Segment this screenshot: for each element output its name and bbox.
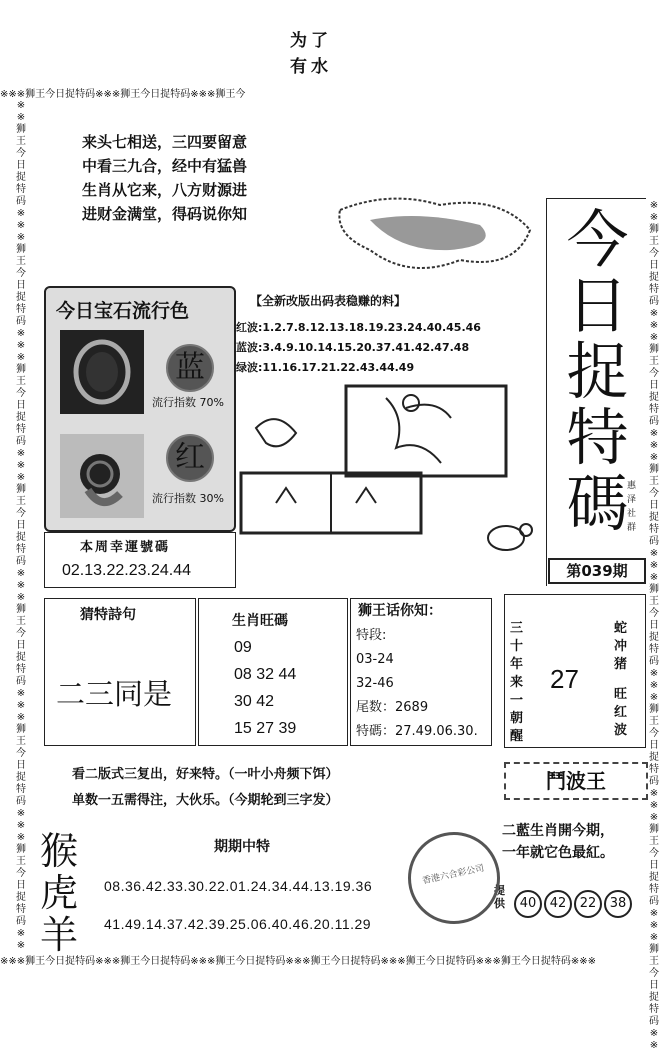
waves-heading: 【全新改版出码表稳赚的料】 [250,294,407,308]
top-line-1: 为了 [290,31,332,51]
border-right: ※※狮王今日捉特码※※※狮王今日捉特码※※※狮王今日捉特码※※※狮王今日捉特码※※※狮王今日捉特码※※※狮王今日捉特码※※※狮王今日捉特码※※ [649,200,659,1051]
lion-row: 03-24 [356,652,394,667]
poem-line: 来头七相送，三四要留意 [82,133,248,151]
poem-line: 进财金满堂，得码说你知 [82,205,248,223]
zodiac-row: 09 [234,639,252,656]
hint-right-2: 旺红波 [614,687,628,738]
ink-decoration [330,190,540,280]
riddle-heading: 猜特詩句 [80,607,136,623]
lion-row: 特碼：27.49.06.30. [356,724,478,739]
ball-number: 40 [514,890,542,918]
verse-line: 单数一五需得注，大伙乐。（今期轮到三字发） [72,793,339,808]
gem-red-word: 红 [166,434,214,482]
wave-green: 绿波:11.16.17.21.22.43.44.49 [236,361,415,374]
waves-list [236,318,481,378]
issue-number: 第039期 [548,558,646,584]
zodiac-char: 羊 [40,913,79,957]
bottom-row-2: 41.49.14.37.42.39.25.06.40.46.20.11.29 [104,916,372,932]
title-char: 捉 [566,335,629,408]
hint-number: 27 [550,664,579,694]
lion-row: 特段: [356,628,387,643]
bottom-heading: 期期中特 [214,839,270,855]
hint-right-1: 蛇冲猪 [614,621,628,672]
top-line-2: 有水 [290,57,332,77]
gem-heading: 今日宝石流行色 [56,300,190,322]
riddle-answer: 二三同是 [56,677,173,711]
lucky-numbers: 02.13.22.23.24.44 [62,562,192,579]
zodiac-row: 30 42 [234,693,275,710]
gem-blue-word: 蓝 [166,344,214,392]
publisher: 惠泽社群 [627,481,637,533]
border-top: ※※※狮王今日捉特码※※※狮王今日捉特码※※※狮王今 [0,89,246,100]
wave-red: 红波:1.2.7.8.12.13.18.19.23.24.40.45.46 [236,321,481,334]
lucky-heading: 本周幸運號碼 [80,540,171,555]
poem-line: 生肖从它来，八方财源进 [82,181,248,199]
verse-line: 看二版式三复出，好来特。（一叶小舟频下饵） [72,767,339,782]
border-bottom: ※※※狮王今日捉特码※※※狮王今日捉特码※※※狮王今日捉特码※※※狮王今日捉特码※※※狮王今日捉特码※※※狮王今日捉特码※※※ [0,956,596,967]
gem-image-red [60,434,144,518]
lion-heading: 狮王话你知： [358,603,442,619]
bottom-row-1: 08.36.42.33.30.22.01.24.34.44.13.19.36 [104,878,373,894]
ball-number: 38 [604,890,632,918]
verses [72,762,339,814]
lion-row: 32-46 [356,676,394,691]
lucky-box [44,532,236,588]
wave-king-line: 二藍生肖開今期， [502,823,614,839]
title-char: 特 [566,401,629,474]
border-left: ※※狮王今日捉特码※※※狮王今日捉特码※※※狮王今日捉特码※※※狮王今日捉特码※※※狮王今日捉特码※※※狮王今日捉特码※※※狮王今日捉特码※※ [16,100,26,951]
title-char: 今 [566,203,629,276]
hint-left: 三十年来一朝醒 [510,621,524,744]
poem-line: 中看三九合，经中有猛兽 [82,157,248,175]
zodiac-char: 猴 [40,829,79,873]
gem-red-index: 流行指数 30% [152,492,224,505]
zodiac-row: 15 27 39 [234,720,297,737]
ball-number: 42 [544,890,572,918]
wave-blue: 蓝波:3.4.9.10.14.15.20.37.41.42.47.48 [236,341,470,354]
zodiac-row: 08 32 44 [234,666,297,683]
title-char: 碼 [566,467,629,540]
wave-king-label: 鬥波王 [504,762,648,800]
illustration [236,378,541,588]
title-char: 日 [566,269,629,342]
stamp: 香港六合彩公司 [399,823,508,932]
title-panel [546,198,646,586]
zodiac-list [234,634,296,742]
poem [82,130,247,226]
bottom-zodiacs [40,830,78,956]
gem-image-blue [60,330,144,414]
ball-number: 22 [574,890,602,918]
lion-row: 尾数：2689 [356,700,429,715]
wave-king-line: 一年就它色最紅。 [502,845,614,861]
zodiac-heading: 生肖旺碼 [232,613,288,629]
gem-panel [44,286,236,532]
lion-list [356,624,478,744]
wave-king-tip: 提供 [494,884,505,910]
wave-king-text [502,820,614,864]
zodiac-char: 虎 [40,871,79,915]
gem-blue-index: 流行指数 70% [152,396,224,409]
